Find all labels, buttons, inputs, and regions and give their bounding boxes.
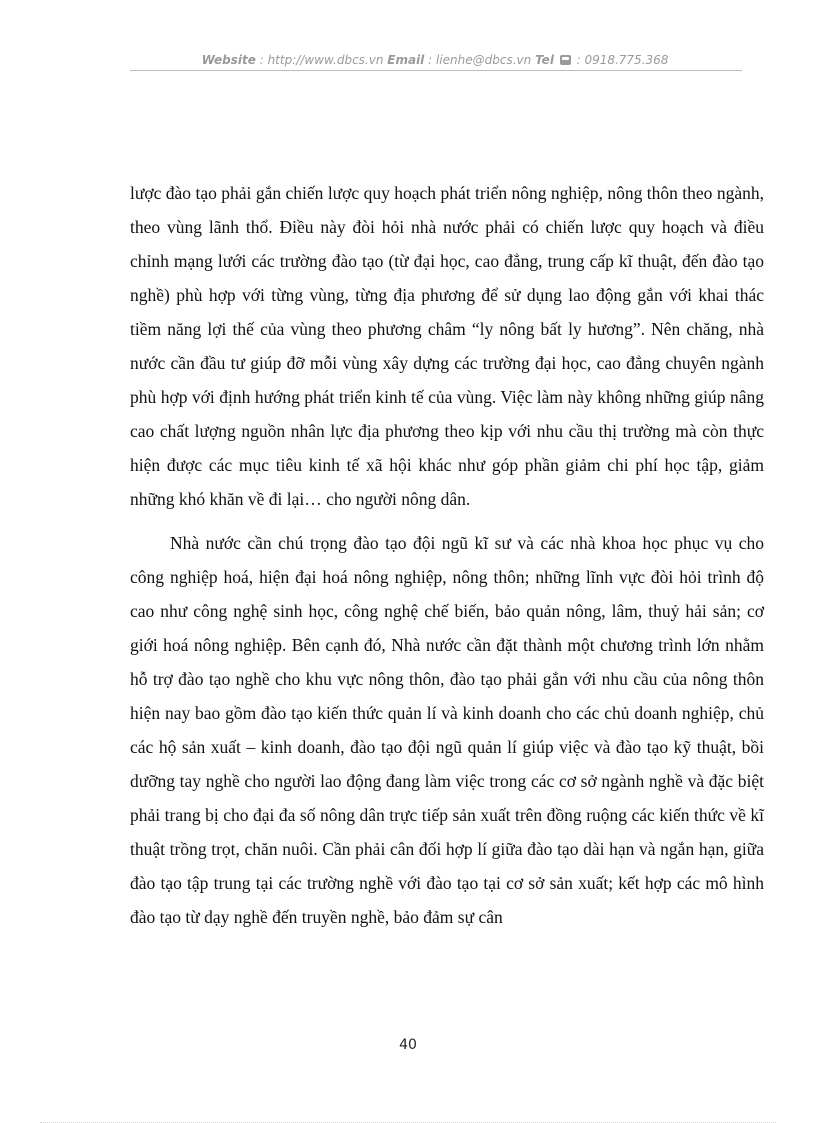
website-separator: : <box>255 53 268 67</box>
paragraph-1: lược đào tạo phải gắn chiến lược quy hoạch phát triển nông nghiệp, nông thôn theo ngành, theo vùng lãnh thổ. Điều này đòi hỏi nhà nước phải có chiến lược quy hoạch và điều chỉnh mạng lưới các trường đào tạo (từ đại học, cao đẳng, trung cấp kĩ thuật, đến đào tạo nghề) phù hợp với từng vùng, từng địa phương để sử dụng lao động gắn với khai thác tiềm năng lợi thế của vùng theo phương châm “ly nông bất ly hương”. Nên chăng, nhà nước cần đầu tư giúp đỡ mỗi vùng xây dựng các trường đại học, cao đẳng chuyên ngành phù hợp với định hướng phát triển kinh tế của vùng. Việc làm này không những giúp nâng cao chất lượng nguồn nhân lực địa phương theo kịp với nhu cầu thị trường mà còn thực hiện được các mục tiêu kinh tế xã hội khác như góp phần giảm chi phí học tập, giảm những khó khăn về đi lại… cho người nông dân. <box>130 183 764 509</box>
phone-icon <box>560 55 571 65</box>
tel-label: Tel <box>535 53 554 67</box>
email-separator: : <box>424 53 436 67</box>
website-label: Website <box>201 53 256 67</box>
page-number: 40 <box>399 1037 417 1053</box>
paragraph-2: Nhà nước cần chú trọng đào tạo đội ngũ kĩ sư và các nhà khoa học phục vụ cho công nghiệp hoá, hiện đại hoá nông nghiệp, nông thôn; những lĩnh vực đòi hỏi trình độ cao như công nghệ sinh học, công nghệ chế biến, bảo quản nông, lâm, thuỷ hải sản; cơ giới hoá nông nghiệp. Bên cạnh đó, Nhà nước cần đặt thành một chương trình lớn nhằm hỗ trợ đào tạo nghề cho khu vực nông thôn, đào tạo phải gắn với nhu cầu của nông thôn hiện nay bao gồm đào tạo kiến thức quản lí và kinh doanh cho các chủ doanh nghiệp, chủ các hộ sản xuất – kinh doanh, đào tạo đội ngũ quản lí giúp việc và đào tạo kỹ thuật, bồi dưỡng tay nghề cho người lao động đang làm việc trong các cơ sở ngành nghề và đặc biệt phải trang bị cho đại đa số nông dân trực tiếp sản xuất trên đồng ruộng các kiến thức về kĩ thuật trồng trọt, chăn nuôi. Cần phải cân đối hợp lí giữa đào tạo dài hạn và ngắn hạn, giữa đào tạo tập trung tại các trường nghề với đào tạo tại cơ sở sản xuất; kết hợp các mô hình đào tạo từ dạy nghề đến truyền nghề, bảo đảm sự cân <box>130 533 764 927</box>
document-body <box>130 176 764 934</box>
email-label: Email <box>387 53 425 67</box>
email-value[interactable]: lienhe@dbcs.vn <box>435 53 532 67</box>
website-url[interactable]: http://www.dbcs.vn <box>267 53 384 67</box>
tel-value: 0918.775.368 <box>584 53 669 67</box>
header-divider <box>130 70 742 71</box>
tel-separator: : <box>572 53 585 67</box>
page-header <box>130 50 740 70</box>
